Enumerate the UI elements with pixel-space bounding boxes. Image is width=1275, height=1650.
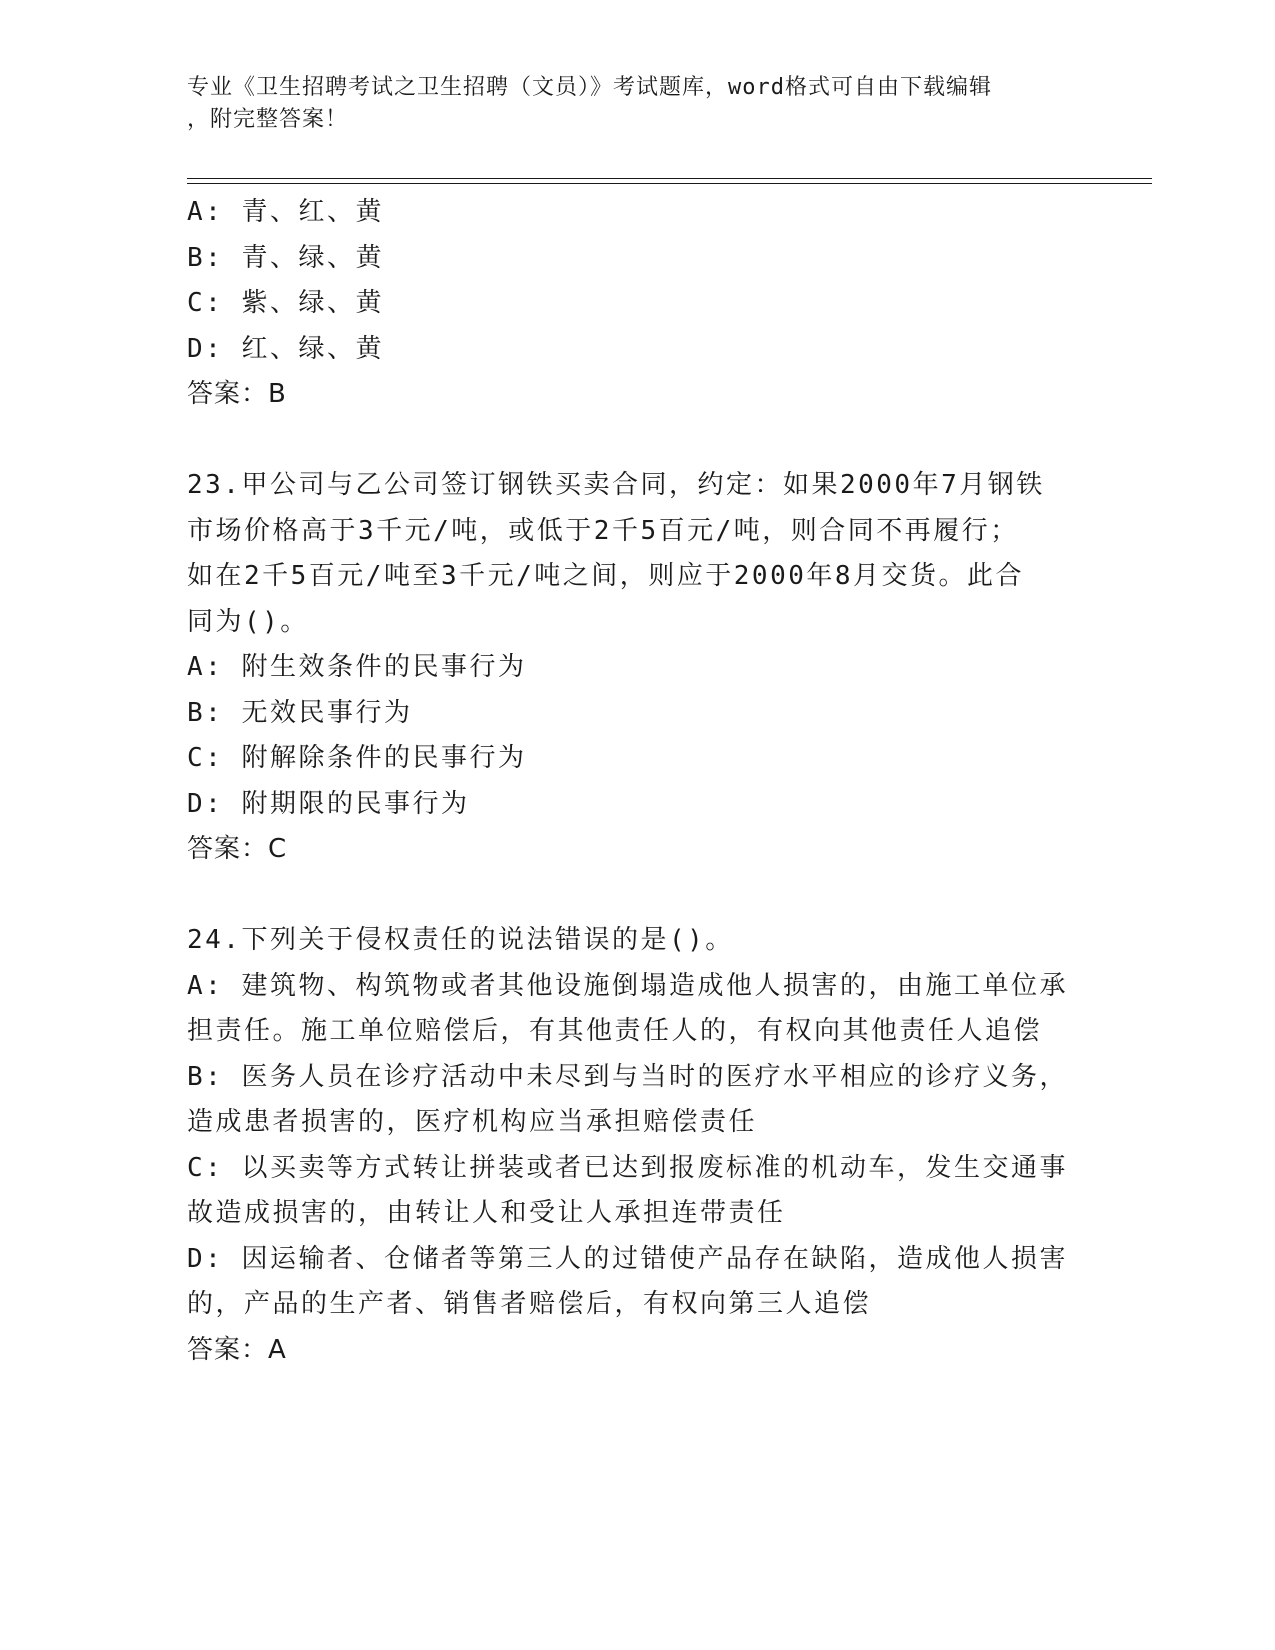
answer: 答案：B <box>187 379 287 409</box>
option-c-line: C: 以买卖等方式转让拼装或者已达到报废标准的机动车，发生交通事 <box>187 1152 1068 1183</box>
option-b-line: B: 医务人员在诊疗活动中未尽到与当时的医疗水平相应的诊疗义务， <box>187 1061 1068 1092</box>
option-c: C: 紫、绿、黄 <box>187 288 384 318</box>
option-d: D: 附期限的民事行为 <box>187 788 470 819</box>
header-line-2: ，附完整答案！ <box>187 107 349 132</box>
option-c-line: 故造成损害的，由转让人和受让人承担连带责任 <box>187 1198 786 1228</box>
question-22 <box>187 190 1087 418</box>
question-stem-line: 同为()。 <box>187 606 309 637</box>
question-content <box>187 190 1087 1373</box>
option-a-line: 担责任。施工单位赔偿后，有其他责任人的，有权向其他责任人追偿 <box>187 1016 1043 1046</box>
question-23 <box>187 463 1087 873</box>
header-rule-bottom <box>187 183 1152 184</box>
option-d-line: 的，产品的生产者、销售者赔偿后，有权向第三人追偿 <box>187 1289 872 1319</box>
option-b-line: 造成患者损害的，医疗机构应当承担赔偿责任 <box>187 1107 758 1137</box>
document-header <box>187 72 1067 136</box>
option-a: A: 附生效条件的民事行为 <box>187 652 527 682</box>
spacer <box>187 873 1087 919</box>
option-d: D: 红、绿、黄 <box>187 333 384 364</box>
question-stem-line: 市场价格高于3千元/吨，或低于2千5百元/吨，则合同不再履行； <box>187 515 1019 546</box>
spacer <box>187 418 1087 464</box>
option-a: A: 青、红、黄 <box>187 197 384 227</box>
option-b: B: 无效民事行为 <box>187 697 413 728</box>
header-line-1: 专业《卫生招聘考试之卫生招聘（文员）》考试题库，word格式可自由下载编辑 <box>187 75 992 100</box>
header-rule-top <box>187 178 1152 179</box>
question-24 <box>187 918 1087 1373</box>
option-c: C: 附解除条件的民事行为 <box>187 743 527 773</box>
option-a-line: A: 建筑物、构筑物或者其他设施倒塌造成他人损害的，由施工单位承 <box>187 970 1068 1001</box>
option-d-line: D: 因运输者、仓储者等第三人的过错使产品存在缺陷，造成他人损害 <box>187 1243 1068 1274</box>
option-b: B: 青、绿、黄 <box>187 242 384 273</box>
question-stem-line: 如在2千5百元/吨至3千元/吨之间，则应于2000年8月交货。此合 <box>187 561 1025 591</box>
answer: 答案：A <box>187 1334 287 1365</box>
question-stem-line: 23.甲公司与乙公司签订钢铁买卖合同，约定：如果2000年7月钢铁 <box>187 470 1045 500</box>
answer: 答案：C <box>187 834 288 864</box>
question-stem-line: 24.下列关于侵权责任的说法错误的是()。 <box>187 925 734 955</box>
